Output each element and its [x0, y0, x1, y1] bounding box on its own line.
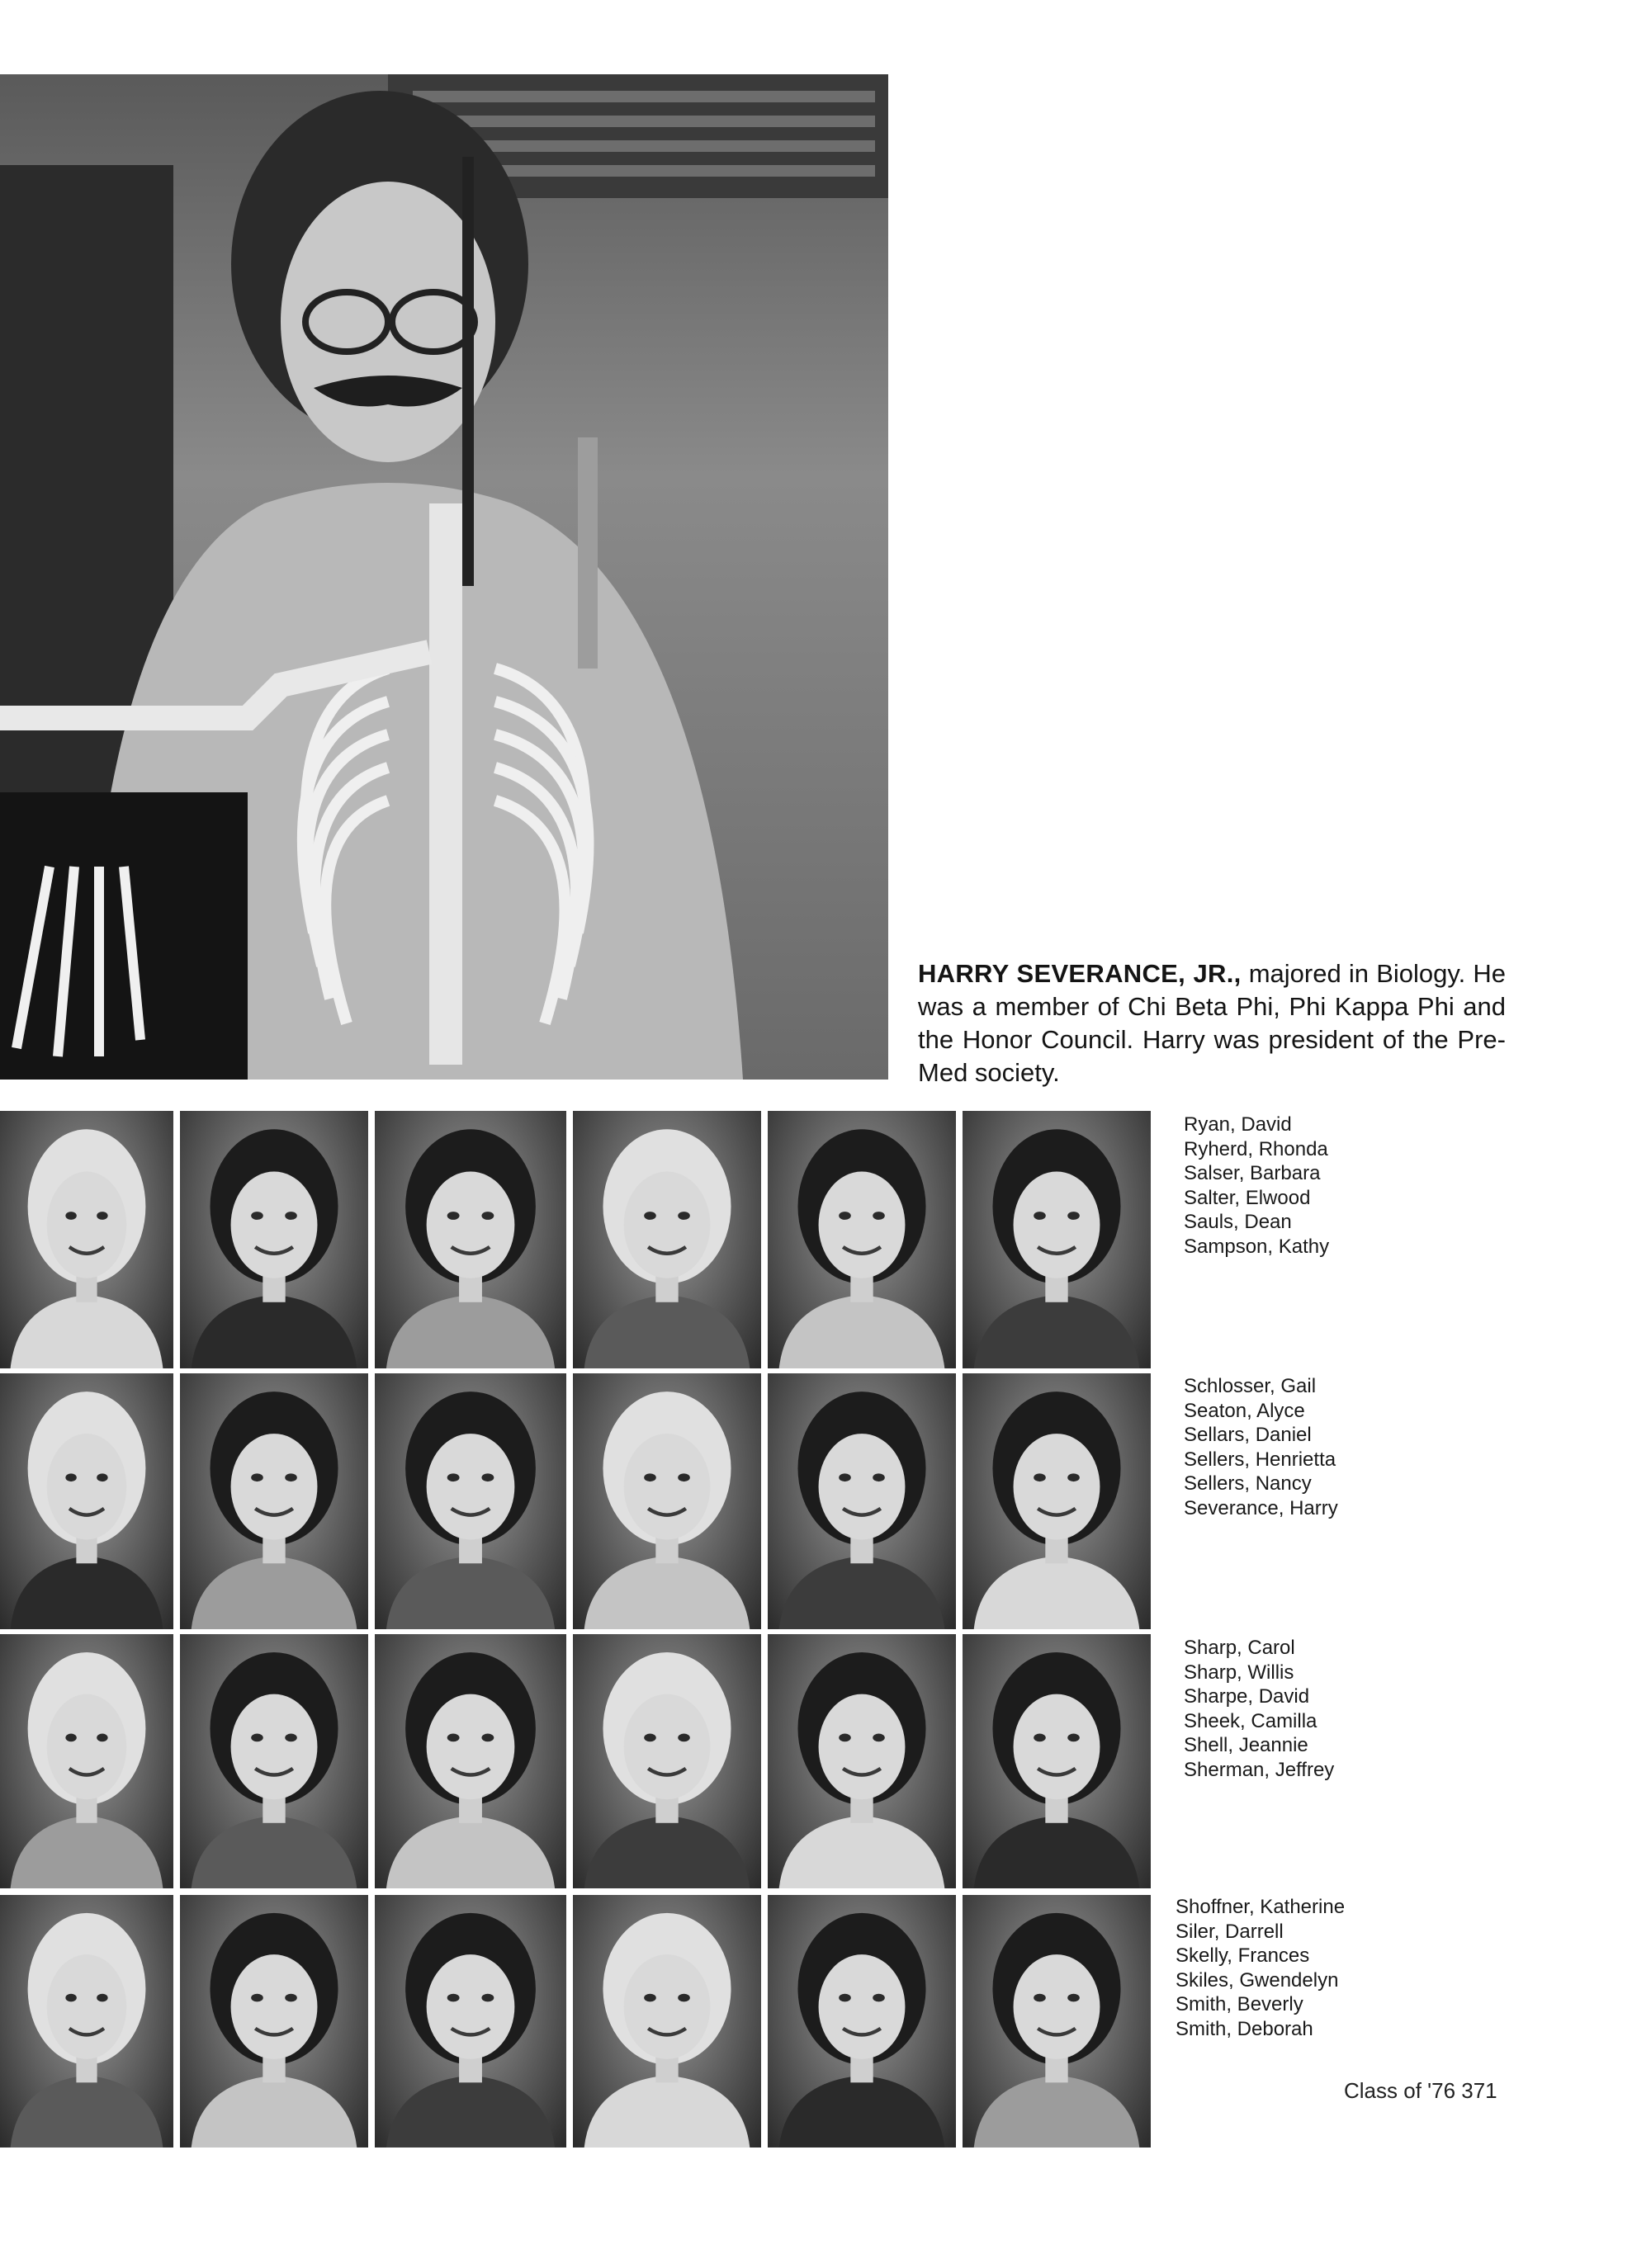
name-entry: Seaton, Alyce [1184, 1399, 1305, 1422]
portrait-photo [0, 1373, 173, 1629]
name-entry: Schlosser, Gail [1184, 1375, 1317, 1397]
portrait-photo [963, 1895, 1151, 2148]
name-list-row-4 [1176, 1895, 1374, 2042]
name-entry: Sellers, Henrietta [1184, 1448, 1336, 1471]
portrait-photo [375, 1895, 566, 2148]
name-entry: Salter, Elwood [1184, 1186, 1311, 1209]
name-entry: Sharp, Willis [1184, 1661, 1294, 1684]
name-list-row-2 [1184, 1374, 1382, 1521]
portrait-photo [573, 1373, 761, 1629]
portrait-photo [963, 1634, 1151, 1888]
feature-name: HARRY SEVERANCE, JR., [918, 959, 1242, 988]
name-list-row-1 [1184, 1113, 1382, 1259]
portrait-photo [768, 1111, 956, 1368]
name-entry: Shell, Jeannie [1184, 1734, 1308, 1757]
name-entry: Sellars, Daniel [1184, 1424, 1312, 1447]
name-entry: Sharp, Carol [1184, 1637, 1295, 1659]
portrait-photo [0, 1634, 173, 1888]
name-entry: Sherman, Jeffrey [1184, 1758, 1335, 1781]
name-entry: Ryherd, Rhonda [1184, 1137, 1328, 1160]
portrait-photo [963, 1373, 1151, 1629]
name-entry: Smith, Deborah [1176, 2017, 1313, 2040]
name-entry: Severance, Harry [1184, 1496, 1338, 1519]
feature-photo [0, 74, 888, 1080]
name-entry: Sellers, Nancy [1184, 1472, 1312, 1495]
portrait-photo [0, 1895, 173, 2148]
name-entry: Sauls, Dean [1184, 1211, 1292, 1234]
name-entry: Ryan, David [1184, 1113, 1292, 1136]
portrait-photo [375, 1111, 566, 1368]
name-entry: Smith, Beverly [1176, 1993, 1303, 2016]
name-entry: Sampson, Kathy [1184, 1235, 1330, 1258]
name-entry: Sheek, Camilla [1184, 1709, 1317, 1732]
feature-text: majored in Biology. He was a member of Chi Beta Phi, Phi Kappa Phi and the Honor Council. Harry was president of the Pre-Med society. [918, 959, 1506, 1087]
portrait-photo [375, 1373, 566, 1629]
portrait-photo [963, 1111, 1151, 1368]
name-entry: Skelly, Frances [1176, 1944, 1310, 1968]
portrait-photo [573, 1634, 761, 1888]
portrait-photo [375, 1634, 566, 1888]
portrait-photo [768, 1373, 956, 1629]
portrait-photo [768, 1895, 956, 2148]
name-entry: Skiles, Gwendelyn [1176, 1968, 1339, 1992]
portrait-photo [180, 1895, 368, 2148]
page-footer: Class of '76 371 [1344, 2078, 1497, 2103]
name-entry: Siler, Darrell [1176, 1920, 1284, 1943]
portrait-photo [573, 1111, 761, 1368]
portrait-photo [573, 1895, 761, 2148]
name-list-row-3 [1184, 1636, 1382, 1783]
portrait-photo [768, 1634, 956, 1888]
name-entry: Shoffner, Katherine [1176, 1896, 1346, 1918]
name-entry: Salser, Barbara [1184, 1162, 1321, 1185]
name-entry: Sharpe, David [1184, 1685, 1310, 1708]
feature-caption [918, 957, 1506, 1089]
portrait-photo [180, 1634, 368, 1888]
portrait-photo [180, 1373, 368, 1629]
portrait-photo [0, 1111, 173, 1368]
portrait-photo [180, 1111, 368, 1368]
